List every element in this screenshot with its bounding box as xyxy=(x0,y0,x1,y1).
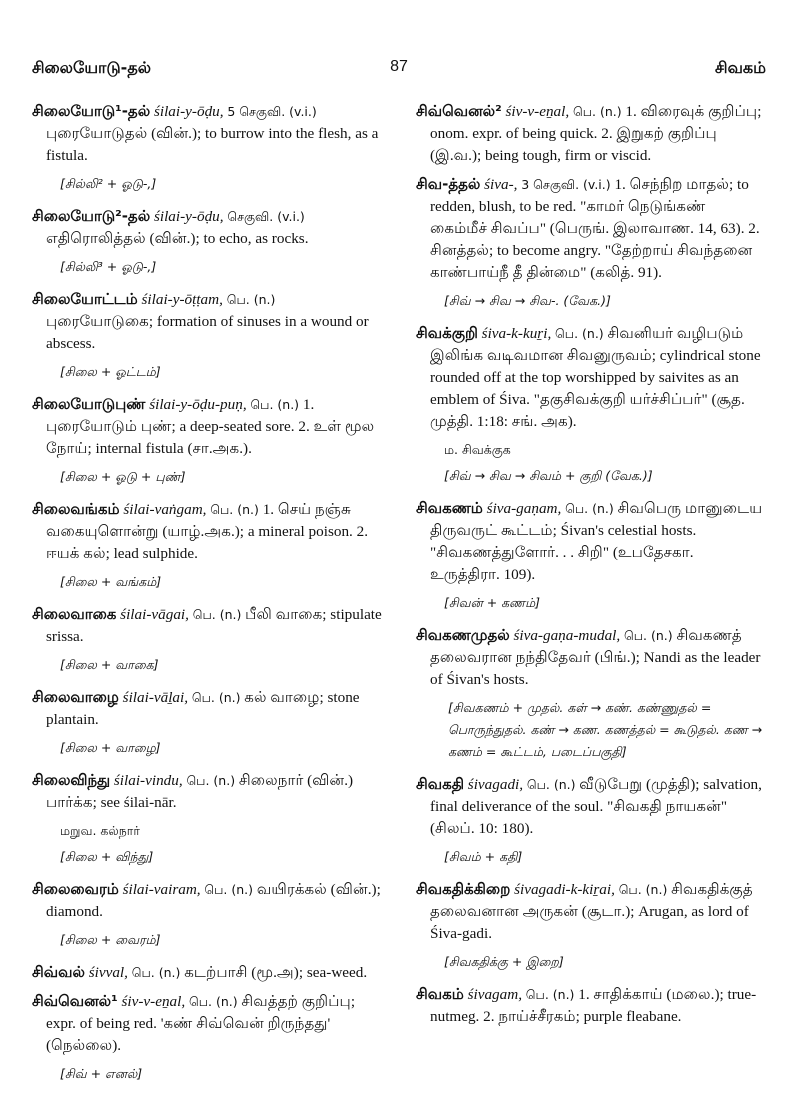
dictionary-entry xyxy=(32,100,382,167)
etymology: [சிலை + விந்து] xyxy=(60,849,154,864)
headword: சிவகம் xyxy=(416,985,464,1003)
part-of-speech: பெ. (n.) xyxy=(526,777,576,792)
part-of-speech: பெ. (n.) xyxy=(226,292,276,307)
dictionary-entry xyxy=(416,100,766,167)
definition: எதிரொலித்தல் (வின்.); to echo, as rocks. xyxy=(46,230,309,247)
etymology: [சில்லி² + ஓடு-,] xyxy=(60,176,157,191)
dictionary-entry xyxy=(416,322,766,433)
transliteration: śilai-vairam, xyxy=(122,881,201,898)
headword: சிலைவைரம் xyxy=(32,880,119,898)
headword: சிவகதி xyxy=(416,775,464,793)
dictionary-entry xyxy=(32,961,382,984)
definition: புரையோடுதல் (வின்.); to burrow into the flesh, as a fistula. xyxy=(46,125,379,164)
part-of-speech: பெ. (n.) xyxy=(250,397,300,412)
headword: சிவ்வெனல்² xyxy=(416,102,502,120)
headword: சிலையோடுபுண் xyxy=(32,395,146,413)
part-of-speech: பெ. (n.) xyxy=(191,690,241,705)
etymology: [சிலை + ஓட்டம்] xyxy=(60,364,161,379)
definition: 1. செய் நஞ்சு வகையுளொன்று (யாழ்.அக.); a mineral poison. 2. ஈயக் கல்; lead sulphide. xyxy=(46,501,369,562)
part-of-speech: பெ. (n.) xyxy=(210,502,259,517)
definition: புரையோடுகை; formation of sinuses in a wound or abscess. xyxy=(46,313,369,352)
dictionary-entry xyxy=(416,497,766,586)
transliteration: śiva-gaṇam, xyxy=(486,500,562,517)
right-column xyxy=(416,100,766,1034)
transliteration: śilai-y-ōḍu, xyxy=(153,208,224,225)
transliteration: śivagadi, xyxy=(467,776,524,793)
etymology: [சிவகதிக்கு + இறை] xyxy=(444,954,564,969)
etymology: [சிலை + வைரம்] xyxy=(60,932,161,947)
dictionary-entry xyxy=(32,498,382,565)
part-of-speech: 3 செகுவி. (v.i.) xyxy=(521,177,611,192)
part-of-speech: பெ. (n.) xyxy=(186,773,236,788)
transliteration: śilai-vindu, xyxy=(113,772,183,789)
part-of-speech: பெ. (n.) xyxy=(192,607,242,622)
transliteration: śiv-v-eṉal, xyxy=(121,993,186,1010)
definition: பீலி வாகை; stipulate srissa. xyxy=(46,606,382,645)
running-head-right: சிவகம் xyxy=(715,58,766,77)
transliteration: śivagam, xyxy=(467,986,522,1003)
dictionary-entry xyxy=(32,205,382,250)
part-of-speech: பெ. (n.) xyxy=(204,882,254,897)
running-head-left: சிலையோடு-தல் xyxy=(32,58,152,77)
headword: சிவகணமுதல் xyxy=(416,626,510,644)
etymology: [சிவ் → சிவ → சிவம் + குறி (வேக.)] xyxy=(444,468,653,483)
transliteration: śilai-vaṅgam, xyxy=(123,501,207,518)
definition: சிவனியர் வழிபடும் இலிங்க வடிவமான சிவனுருவம்; cylindrical stone rounded off at the top worshipped by saivites as an emblem of Śiva. "தகுசிவக்குறி யர்ச்சிப்பர்" (சூத. முத்தி. 1:18: சங். அக). xyxy=(430,325,761,430)
headword: சிலைவாழை xyxy=(32,688,119,706)
dictionary-entry xyxy=(32,878,382,923)
headword: சிலையோடு²-தல் xyxy=(32,207,151,225)
transliteration: śivagadi-k-kiṟai, xyxy=(514,881,615,898)
transliteration: śilai-y-ōḍu-puṇ, xyxy=(149,396,247,413)
dictionary-entry xyxy=(416,773,766,840)
transliteration: śilai-vāgai, xyxy=(120,606,189,623)
transliteration: śilai-y-ōḍu, xyxy=(153,103,224,120)
etymology: [சிவம் + கதி] xyxy=(444,849,523,864)
headword: சிலைவிந்து xyxy=(32,771,111,789)
headword: சிலையோட்டம் xyxy=(32,290,138,308)
transliteration: śiva-k-kuṟi, xyxy=(481,325,552,342)
part-of-speech: பெ. (n.) xyxy=(618,882,668,897)
etymology: [சிவ் + எனல்] xyxy=(60,1066,143,1081)
part-of-speech: பெ. (n.) xyxy=(131,965,181,980)
part-of-speech: பெ. (n.) xyxy=(555,326,604,341)
headword: சிலையோடு¹-தல் xyxy=(32,102,151,120)
headword: சிவ்வெனல்¹ xyxy=(32,992,118,1010)
etymology: [சிலை + வாழை] xyxy=(60,740,161,755)
dictionary-entry xyxy=(32,393,382,460)
etymology: [சிலை + வங்கம்] xyxy=(60,574,162,589)
part-of-speech: செகுவி. (v.i.) xyxy=(227,209,305,224)
definition: 1. சாதிக்காய் (மலை.); true-nutmeg. 2. நாய்ச்சீரகம்; purple fleabane. xyxy=(430,986,757,1025)
transliteration: śiva-, xyxy=(484,176,518,193)
definition: 1. புரையோடும் புண்; a deep-seated sore. 2. உள் மூல நோய்; internal fistula (சா.அக.). xyxy=(46,396,375,457)
transliteration: śiv-v-eṉal, xyxy=(505,103,570,120)
definition: வீடுபேறு (முத்தி); salvation, final deliverance of the soul. "சிவகதி நாயகன்" (சிலப். 10: 180). xyxy=(430,776,762,837)
dictionary-entry xyxy=(416,173,766,284)
part-of-speech: 5 செகுவி. (v.i.) xyxy=(227,104,317,119)
etymology: [சிலை + வாகை] xyxy=(60,657,159,672)
transliteration: śilai-vāḻai, xyxy=(122,689,189,706)
definition: சிவகணத் தலைவரான நந்திதேவர் (பிங்.); Nandi as the leader of Śivan's hosts. xyxy=(430,627,761,688)
headword: சிவ்வல் xyxy=(32,963,85,981)
headword: சிவக்குறி xyxy=(416,324,478,342)
dictionary-entry xyxy=(32,686,382,731)
etymology: [சிவ் → சிவ → சிவ-. (வேக.)] xyxy=(444,293,611,308)
headword: சிவகதிக்கிறை xyxy=(416,880,511,898)
part-of-speech: பெ. (n.) xyxy=(572,104,622,119)
transliteration: śiva-gaṇa-mudal, xyxy=(513,627,621,644)
dictionary-entry xyxy=(32,769,382,814)
dictionary-entry xyxy=(416,983,766,1028)
dictionary-entry xyxy=(32,990,382,1057)
definition: சிலைநார் (வின்.) பார்க்க; see śilai-nār. xyxy=(46,772,354,811)
dictionary-entry xyxy=(32,288,382,355)
part-of-speech: பெ. (n.) xyxy=(525,987,575,1002)
part-of-speech: பெ. (n.) xyxy=(565,501,614,516)
left-column xyxy=(32,100,382,1095)
part-of-speech: பெ. (n.) xyxy=(624,628,673,643)
etymology: [சில்லி³ + ஓடு-,] xyxy=(60,259,157,274)
page-header xyxy=(32,58,766,84)
page-number: 87 xyxy=(390,58,408,75)
definition: வயிரக்கல் (வின்.); diamond. xyxy=(46,881,381,920)
definition: கடற்பாசி (மூ.அ); sea-weed. xyxy=(184,964,368,981)
definition: சிவபெரு மானுடைய திருவருட் கூட்டம்; Śivan's celestial hosts. "சிவகணத்துளோர். . . சிறி" (உபதேசகா. உருத்திரா. 109). xyxy=(430,500,763,583)
dictionary-entry xyxy=(32,603,382,648)
cognate-note: ம. சிவக்குக xyxy=(444,442,511,457)
headword: சிலைவங்கம் xyxy=(32,500,120,518)
definition: 1. விரைவுக் குறிப்பு; onom. expr. of being quick. 2. இறுகற் குறிப்பு (இ.வ.); being tough, firm or viscid. xyxy=(430,103,762,164)
headword: சிவ-த்தல் xyxy=(416,175,481,193)
dictionary-entry xyxy=(416,878,766,945)
headword: சிவகணம் xyxy=(416,499,483,517)
transliteration: śivval, xyxy=(88,964,128,981)
transliteration: śilai-y-ōṭṭam, xyxy=(141,291,223,308)
definition: சிவத்தற் குறிப்பு; expr. of being red. 'கண் சிவ்வென் றிருந்தது' (நெல்லை). xyxy=(46,993,356,1054)
definition: சிவகதிக்குத் தலைவனான அருகன் (சூடா.); Arugan, as lord of Śiva-gadi. xyxy=(430,881,753,942)
etymology: [சிலை + ஓடு + புண்] xyxy=(60,469,186,484)
definition: 1. செந்நிற மாதல்; to redden, blush, to be red. "காமர் நெடுங்கண் கைம்மீச் சிவப்ப" (பெருங். இலாவாண. 14, 63). 2. சினத்தல்; to become angry. "தேற்றாய் சிவந்தனை காண்பாய்நீ தீ தின்மை" (கலித். 91). xyxy=(430,176,760,281)
part-of-speech: பெ. (n.) xyxy=(188,994,238,1009)
cognate-note: மறுவ. கல்நார் xyxy=(60,823,140,838)
dictionary-entry xyxy=(416,624,766,691)
headword: சிலைவாகை xyxy=(32,605,117,623)
etymology: [சிவன் + கணம்] xyxy=(444,595,541,610)
definition: கல் வாழை; stone plantain. xyxy=(46,689,360,728)
etymology: [சிவகணம் + முதல். கள் → கண். கண்ணுதல் = பொருந்துதல். கண் → கண. கணத்தல் = கூடுதல். கண → கணம் = கூட்டம், படைப்பகுதி] xyxy=(448,700,763,759)
